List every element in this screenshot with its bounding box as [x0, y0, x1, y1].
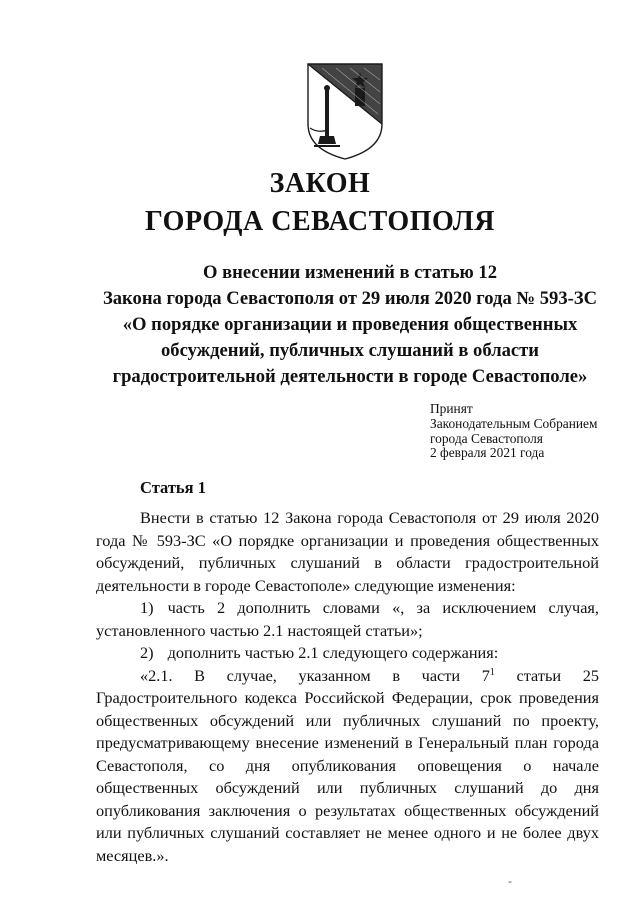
item-number: 1): [140, 598, 154, 617]
item-text: дополнить частью 2.1 следующего содержания:: [167, 643, 499, 662]
sevastopol-coat-of-arms-icon: [302, 58, 388, 162]
intro-paragraph: Внести в статью 12 Закона города Севастополя от 29 июля 2020 года № 593-ЗС «О порядке организации и проведения общественных обсуждений, публичных слушаний в области градостроительной деятельности в городе Севастополе» следующие изменения:: [96, 508, 599, 595]
adoption-line: Принят: [430, 401, 473, 416]
adoption-line: Законодательным Собранием: [430, 415, 598, 431]
adoption-note: [430, 402, 597, 461]
subject-line: Закона города Севастополя от 29 июля 2020 года № 593-ЗС: [102, 288, 598, 309]
article-heading: Статья 1: [140, 478, 206, 497]
quote-text-start: «2.1. В случае, указанном в части 7: [140, 665, 490, 685]
subject-line: «О порядке организации и проведения общественных: [122, 314, 578, 335]
law-title: ЗАКОН: [269, 168, 371, 199]
page-mark: -: [508, 874, 512, 888]
subject-line: О внесении изменений в статью 12: [203, 262, 497, 283]
law-subject: [60, 260, 640, 390]
law-city-title: ГОРОДА СЕВАСТОПОЛЯ: [145, 206, 495, 237]
quote-text-end: статьи 25 Градостроительного кодекса Российской Федерации, срок проведения общественных обсуждений или публичных слушаний по проекту, предусматривающему внесение изменений в Генеральный план города Севастополя, со дня опубликования оповещения о начале общественных обсуждений или публичных слушаний до дня опубликования заключения о результатах общественных обсуждений или публичных слушаний составляет не менее одного и не более двух месяцев.».: [96, 665, 599, 865]
adoption-date: 2 февраля 2021 года: [430, 445, 545, 461]
amendment-item-1: [96, 597, 599, 642]
adoption-line: города Севастополя: [430, 430, 543, 446]
article-body: [96, 507, 599, 867]
item-number: 2): [140, 643, 154, 662]
superscript-index: 1: [489, 666, 495, 678]
amendment-item-2: [96, 642, 599, 665]
subject-line: градостроительной деятельности в городе Севастополе»: [112, 366, 588, 387]
item-text: часть 2 дополнить словами «, за исключением случая, установленного частью 2.1 настоящей статьи»;: [96, 598, 599, 640]
quoted-part-paragraph: [96, 665, 599, 868]
subject-line: обсуждений, публичных слушаний в области: [160, 340, 540, 361]
